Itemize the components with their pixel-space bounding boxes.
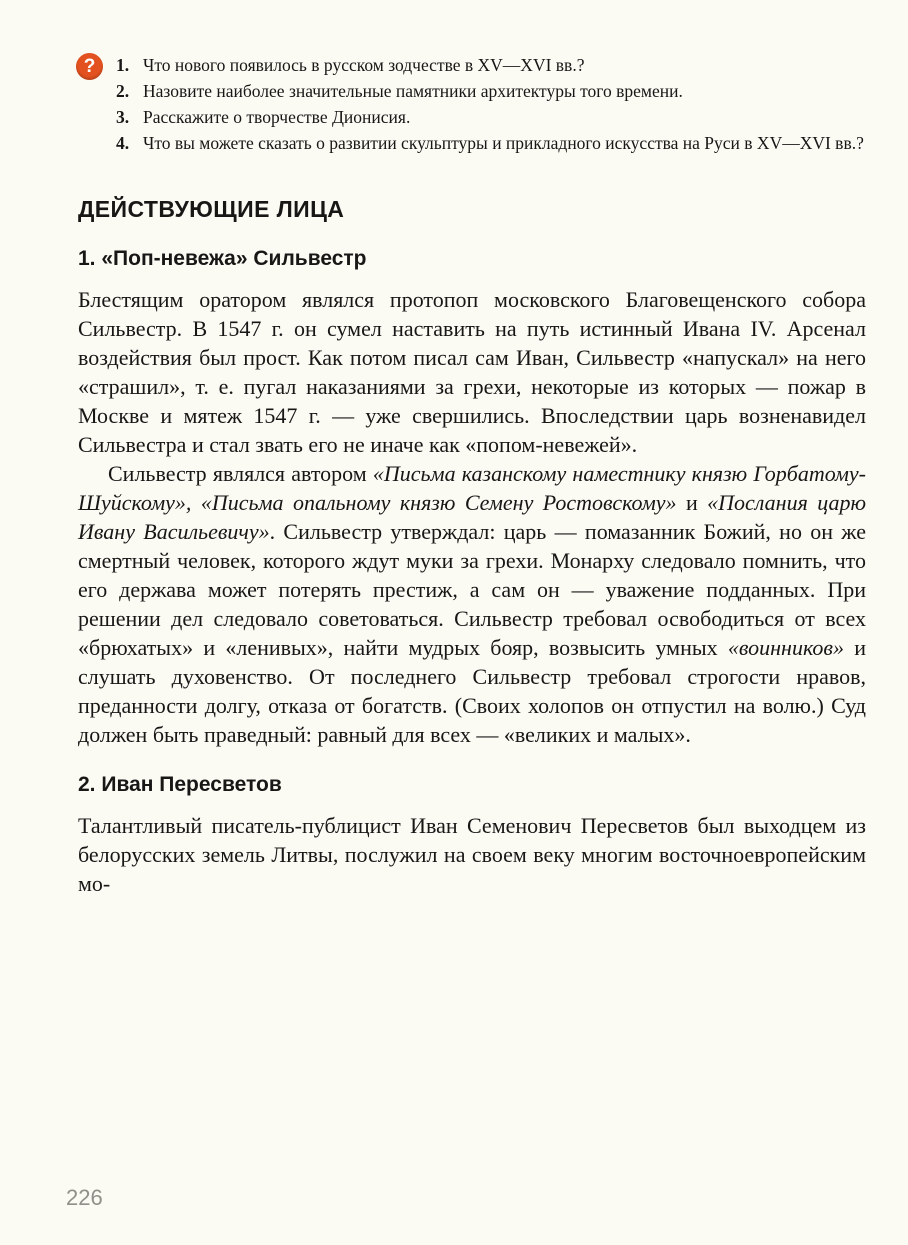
- text-run: и слушать духовенство. От последнего Сильвестр требовал строгости нравов, преданности долгу, отказа от богатств. (Своих холопов он отпустил на волю.) Суд должен быть праведный: равный для всех — «великих и малых».: [78, 635, 866, 747]
- question-item: [116, 130, 866, 156]
- question-number: 3.: [116, 107, 130, 127]
- page-number: 226: [66, 1185, 103, 1210]
- questions-block: [78, 52, 866, 156]
- text-run: Блестящим оратором являлся протопоп московского Благовещенского собора Сильвестр. В 1547 г. он сумел наставить на путь истинный Ивана IV. Арсенал воздействия был прост. Как потом писал сам Иван, Сильвестр «напускал» на него «страшил», т. е. пугал наказаниями за грехи, некоторые из которых — пожар в Москве и мятеж 1547 г. — уже свершились. Впоследствии царь возненавидел Сильвестра и стал звать его не иначе как «попом-невежей».: [78, 287, 866, 457]
- sections: [78, 247, 866, 898]
- text-run: . Сильвестр утверждал: царь — помазанник Божий, но он же смертный человек, которого ждут муки за грехи. Монарху следовало помнить, что его держава может потерять престиж, а сам он — уважение подданных. При решении дел следовало советоваться. Сильвестр требовал освободиться от всех «брюхатых» и «ленивых», найти мудрых бояр, возвысить умных: [78, 519, 866, 660]
- italic-text-run: «Письма казанскому наместнику князю Горбатому-Шуйскому», «Письма опальному князю Семену Ростовскому»: [78, 461, 867, 515]
- text-run: Сильвестр являлся автором: [108, 461, 373, 486]
- question-text: Расскажите о творчестве Дионисия.: [143, 107, 411, 127]
- question-mark-icon: ?: [76, 53, 103, 80]
- section-subheading: 2. Иван Пересветов: [78, 773, 282, 796]
- question-text: Назовите наиболее значительные памятники архитектуры того времени.: [143, 81, 683, 101]
- question-item: [116, 52, 866, 78]
- paragraph: [78, 459, 866, 749]
- question-text: Что нового появилось в русском зодчестве в XV—XVI вв.?: [143, 55, 585, 75]
- section-subheading: 1. «Поп-невежа» Сильвестр: [78, 247, 367, 270]
- italic-text-run: «воинников»: [727, 635, 844, 660]
- question-item: [116, 104, 866, 130]
- question-number: 1.: [116, 55, 130, 75]
- question-number: 4.: [116, 133, 130, 153]
- questions-list: [116, 52, 866, 156]
- italic-text-run: «Послания царю Ивану Васильевичу»: [78, 490, 867, 544]
- question-item: [116, 78, 866, 104]
- question-number: 2.: [116, 81, 130, 101]
- text-run: Талантливый писатель-публицист Иван Семенович Пересветов был выходцем из белорусских земель Литвы, послужил на своем веку многим восточноевропейским мо-: [78, 813, 866, 896]
- text-run: и: [676, 490, 708, 515]
- question-text: Что вы можете сказать о развитии скульптуры и прикладного искусства на Руси в XV—XVI вв.?: [143, 133, 864, 153]
- paragraph: [78, 285, 866, 459]
- chapter-heading: ДЕЙСТВУЮЩИЕ ЛИЦА: [78, 196, 345, 222]
- paragraph: [78, 811, 866, 898]
